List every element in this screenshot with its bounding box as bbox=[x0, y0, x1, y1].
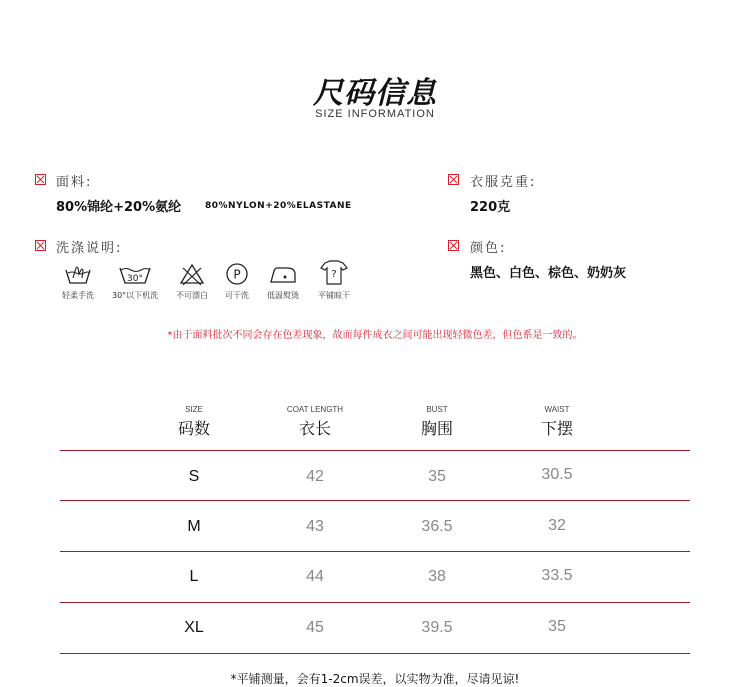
cell-bust: 39.5 bbox=[421, 619, 453, 636]
header-en: SIZE bbox=[185, 405, 203, 414]
header-coat-length bbox=[255, 405, 375, 439]
row-divider bbox=[60, 602, 690, 603]
header-cn: 下摆 bbox=[540, 419, 573, 438]
cell-size: L bbox=[189, 568, 199, 585]
cross-box-icon bbox=[35, 240, 46, 251]
care-item bbox=[214, 262, 260, 301]
colors-label: 颜色: bbox=[470, 241, 507, 256]
care-item bbox=[260, 262, 306, 301]
care-label: 低温熨烫 bbox=[267, 291, 299, 300]
measurement-footnote: *平铺测量，会有1-2cm误差，以实物为准，尽请见谅! bbox=[230, 672, 520, 686]
care-item bbox=[311, 258, 357, 301]
header-en: COAT LENGTH bbox=[286, 405, 344, 414]
header-cn: 衣长 bbox=[298, 419, 331, 438]
row-divider bbox=[60, 450, 690, 451]
svg-text:?: ? bbox=[331, 269, 337, 280]
cell-coat-length: 45 bbox=[306, 619, 324, 636]
care-label: 不可漂白 bbox=[176, 291, 208, 300]
cell-waist: 35 bbox=[548, 618, 566, 635]
header-en: WAIST bbox=[544, 405, 570, 414]
low-iron-icon bbox=[267, 262, 299, 286]
cell-bust: 36.5 bbox=[421, 518, 453, 535]
no-bleach-icon bbox=[178, 262, 206, 286]
header-bust bbox=[377, 405, 497, 439]
care-item bbox=[112, 262, 158, 301]
care-label: 轻柔手洗 bbox=[62, 291, 94, 300]
svg-text:P: P bbox=[233, 267, 241, 282]
care-item bbox=[55, 262, 101, 301]
dry-clean-p-icon bbox=[223, 262, 251, 286]
cell-coat-length: 42 bbox=[306, 468, 324, 485]
cell-coat-length: 44 bbox=[306, 568, 324, 585]
header-cn: 胸围 bbox=[420, 419, 453, 438]
header-cn: 码数 bbox=[177, 419, 210, 438]
cross-box-icon bbox=[448, 240, 459, 251]
care-label: 平铺晾干 bbox=[318, 291, 350, 300]
header-en: BUST bbox=[426, 405, 448, 414]
weight-value: 220克 bbox=[470, 200, 511, 215]
color-difference-notice: *由于面料批次不同会存在色差现象，故而每件成衣之间可能出现轻微色差，但色系是一致的。 bbox=[167, 330, 583, 341]
weight-label: 衣服克重: bbox=[470, 175, 537, 190]
cell-waist: 32 bbox=[548, 517, 566, 534]
care-label: 30°以下机洗 bbox=[112, 291, 159, 300]
header-waist bbox=[497, 405, 617, 439]
cross-box-icon bbox=[448, 174, 459, 185]
row-divider bbox=[60, 653, 690, 654]
fabric-label: 面料: bbox=[56, 175, 93, 190]
care-item bbox=[169, 262, 215, 301]
washing-label: 洗涤说明: bbox=[56, 241, 123, 256]
row-divider bbox=[60, 500, 690, 501]
row-divider bbox=[60, 551, 690, 552]
cross-box-icon bbox=[35, 174, 46, 185]
cell-coat-length: 43 bbox=[306, 518, 324, 535]
cell-size: XL bbox=[184, 619, 204, 636]
fabric-value-en: 80%NYLON+20%ELASTANE bbox=[205, 201, 352, 211]
cell-bust: 35 bbox=[428, 468, 446, 485]
cell-size: S bbox=[188, 468, 200, 485]
cell-waist: 33.5 bbox=[541, 567, 573, 584]
page-title: 尺码信息 bbox=[313, 76, 437, 111]
care-label: 可干洗 bbox=[225, 291, 249, 300]
hand-wash-icon bbox=[62, 262, 94, 286]
page-subtitle: SIZE INFORMATION bbox=[315, 108, 435, 120]
cell-waist: 30.5 bbox=[541, 466, 573, 483]
cell-size: M bbox=[187, 518, 201, 535]
fabric-value-cn: 80%锦纶+20%氨纶 bbox=[56, 200, 182, 215]
flat-dry-icon bbox=[319, 258, 349, 286]
header-size bbox=[134, 405, 254, 439]
svg-text:30°: 30° bbox=[127, 274, 143, 284]
colors-value: 黑色、白色、棕色、奶奶灰 bbox=[470, 266, 627, 281]
wash-30-icon bbox=[117, 262, 153, 286]
cell-bust: 38 bbox=[428, 568, 446, 585]
